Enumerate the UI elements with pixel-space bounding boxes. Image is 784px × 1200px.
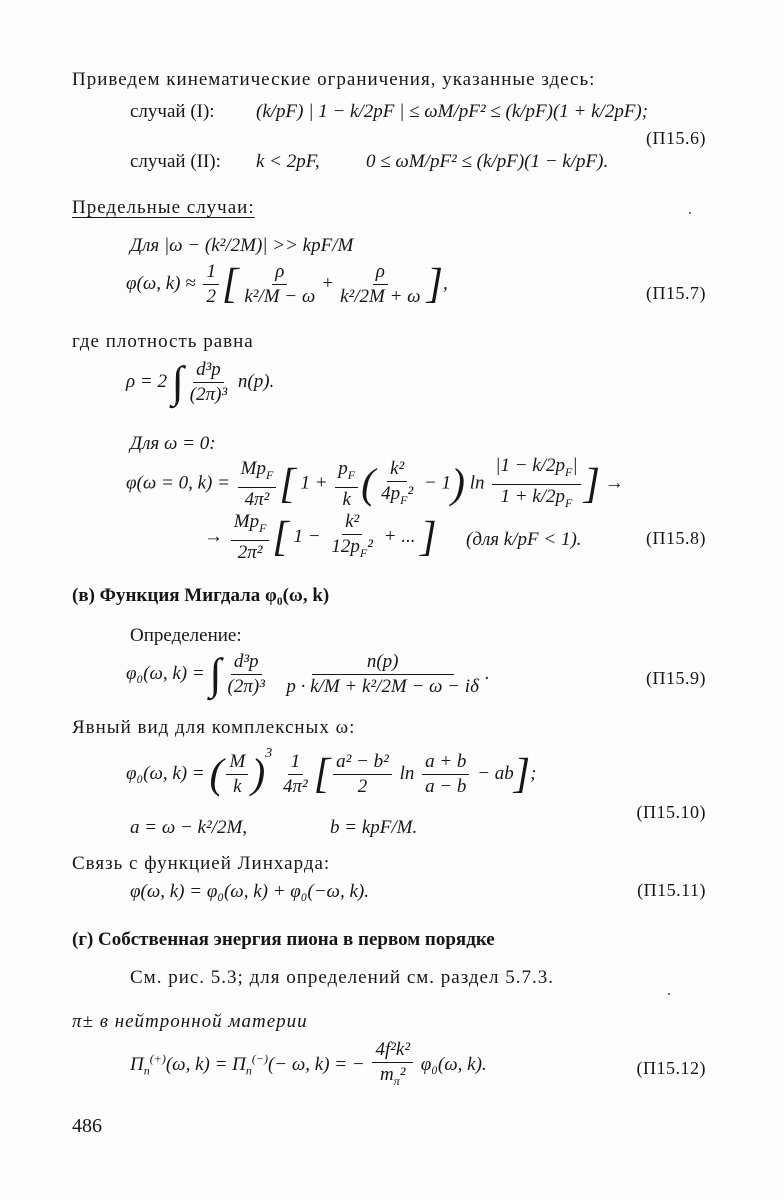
explicit-form-heading: Явный вид для комплексных ω: [72,717,356,738]
condition-line: Для |ω − (k²/2M)| >> kpF/M [130,235,354,256]
lindhard-heading: Связь с функцией Линхарда: [72,853,331,874]
case2-condition: k < 2pF, [256,151,320,172]
equation-number-15-7: (П15.7) [646,283,706,303]
intro-text: Приведем кинематические ограничения, указанные здесь: [72,69,596,90]
limiting-cases-heading: Предельные случаи: [72,197,255,218]
equation-number-15-6: (П15.6) [646,128,706,148]
equation-15-11: φ(ω, k) = φ₀(ω, k) + φ₀(−ω, k). [130,881,369,902]
definition-label: Определение: [130,625,242,646]
see-figure-text: См. рис. 5.3; для определений см. раздел 5.7.3. [130,967,554,988]
case2-label: случай (II): [130,151,221,172]
case1-inequality: (k/pF) | 1 − k/2pF | ≤ ωM/pF² ≤ (k/pF)(1 + k/2pF); [256,101,649,122]
equation-15-9: φ₀(ω, k) = ∫ $\frac{\text{d³p}}{\text{(2π)³}}$ $\frac{n(p)}{\text{p · k/M + k²/2M − ω − iδ}}$ . [126,649,490,699]
density-formula: ρ = 2 ∫ $\frac{\text{d³p}}{\text{(2π)³}}$ n(p). [126,357,275,407]
equation-number-15-8: (П15.8) [646,528,706,548]
equation-15-8-note: (для k/pF < 1). [466,529,582,550]
case1-label: случай (I): [130,101,215,122]
equation-15-10-a: a = ω − k²/2M, [130,817,248,838]
case2-inequality: 0 ≤ ωM/pF² ≤ (k/pF)(1 − k/pF). [366,151,609,172]
print-speck [689,212,691,214]
density-text: где плотность равна [72,331,254,352]
omega-zero-line: Для ω = 0: [130,433,216,454]
equation-number-15-10: (П15.10) [636,802,706,822]
equation-number-15-11: (П15.11) [637,880,706,900]
section-g-heading: (г) Собственная энергия пиона в первом порядке [72,929,495,950]
equation-15-8-line1: φ(ω = 0, k) = $\frac{Mp_F}{\text{4π²}}$ [ 1 + $\frac{p_F}{k}$ ( $\frac{\text{k²}}{4p_F^2}$ − 1) ln $\frac{|1 - k/2p_F|}{1 + k/2p_F}$ ] → [126,455,624,510]
equation-15-7: φ(ω, k) ≈ $\frac{1}{2}$ [ $\frac{\rho}{\text{k²/M − ω}}$ + $\frac{\rho}{\text{k²/2M + ω}}$ ], [126,261,448,308]
section-v-heading: (в) Функция Мигдала φ₀(ω, k) [72,585,330,606]
equation-15-10-b: b = kpF/M. [330,817,418,838]
equation-15-12: $\Pi_n^{(+)}(\omega$, $k) = \Pi_n^{(-)}(- \omega$, k) = − $\frac{\text{4f²k²}}{m_\pi^2}$ φ₀(ω, k). [130,1039,487,1088]
equation-15-10-line1: φ₀(ω, k) = ( $\frac{M}{k}$ )$^3$ $\frac{1}{\text{4π²}}$ [ $\frac{\text{a² − b²}}{2}$ ln $\frac{a + b}{a - b}$ − ab]; [126,746,537,798]
page-number: 486 [72,1115,102,1137]
equation-15-8-line2: → $\frac{Mp_F}{\text{2π²}}$ [ 1 − $\frac{\text{k²}}{12p_F^2}$ + ... ] [204,511,437,563]
equation-number-15-12: (П15.12) [636,1058,706,1078]
neutron-matter-heading: π± в нейтронной материи [72,1011,308,1032]
equation-number-15-9: (П15.9) [646,668,706,688]
print-speck [668,993,670,995]
